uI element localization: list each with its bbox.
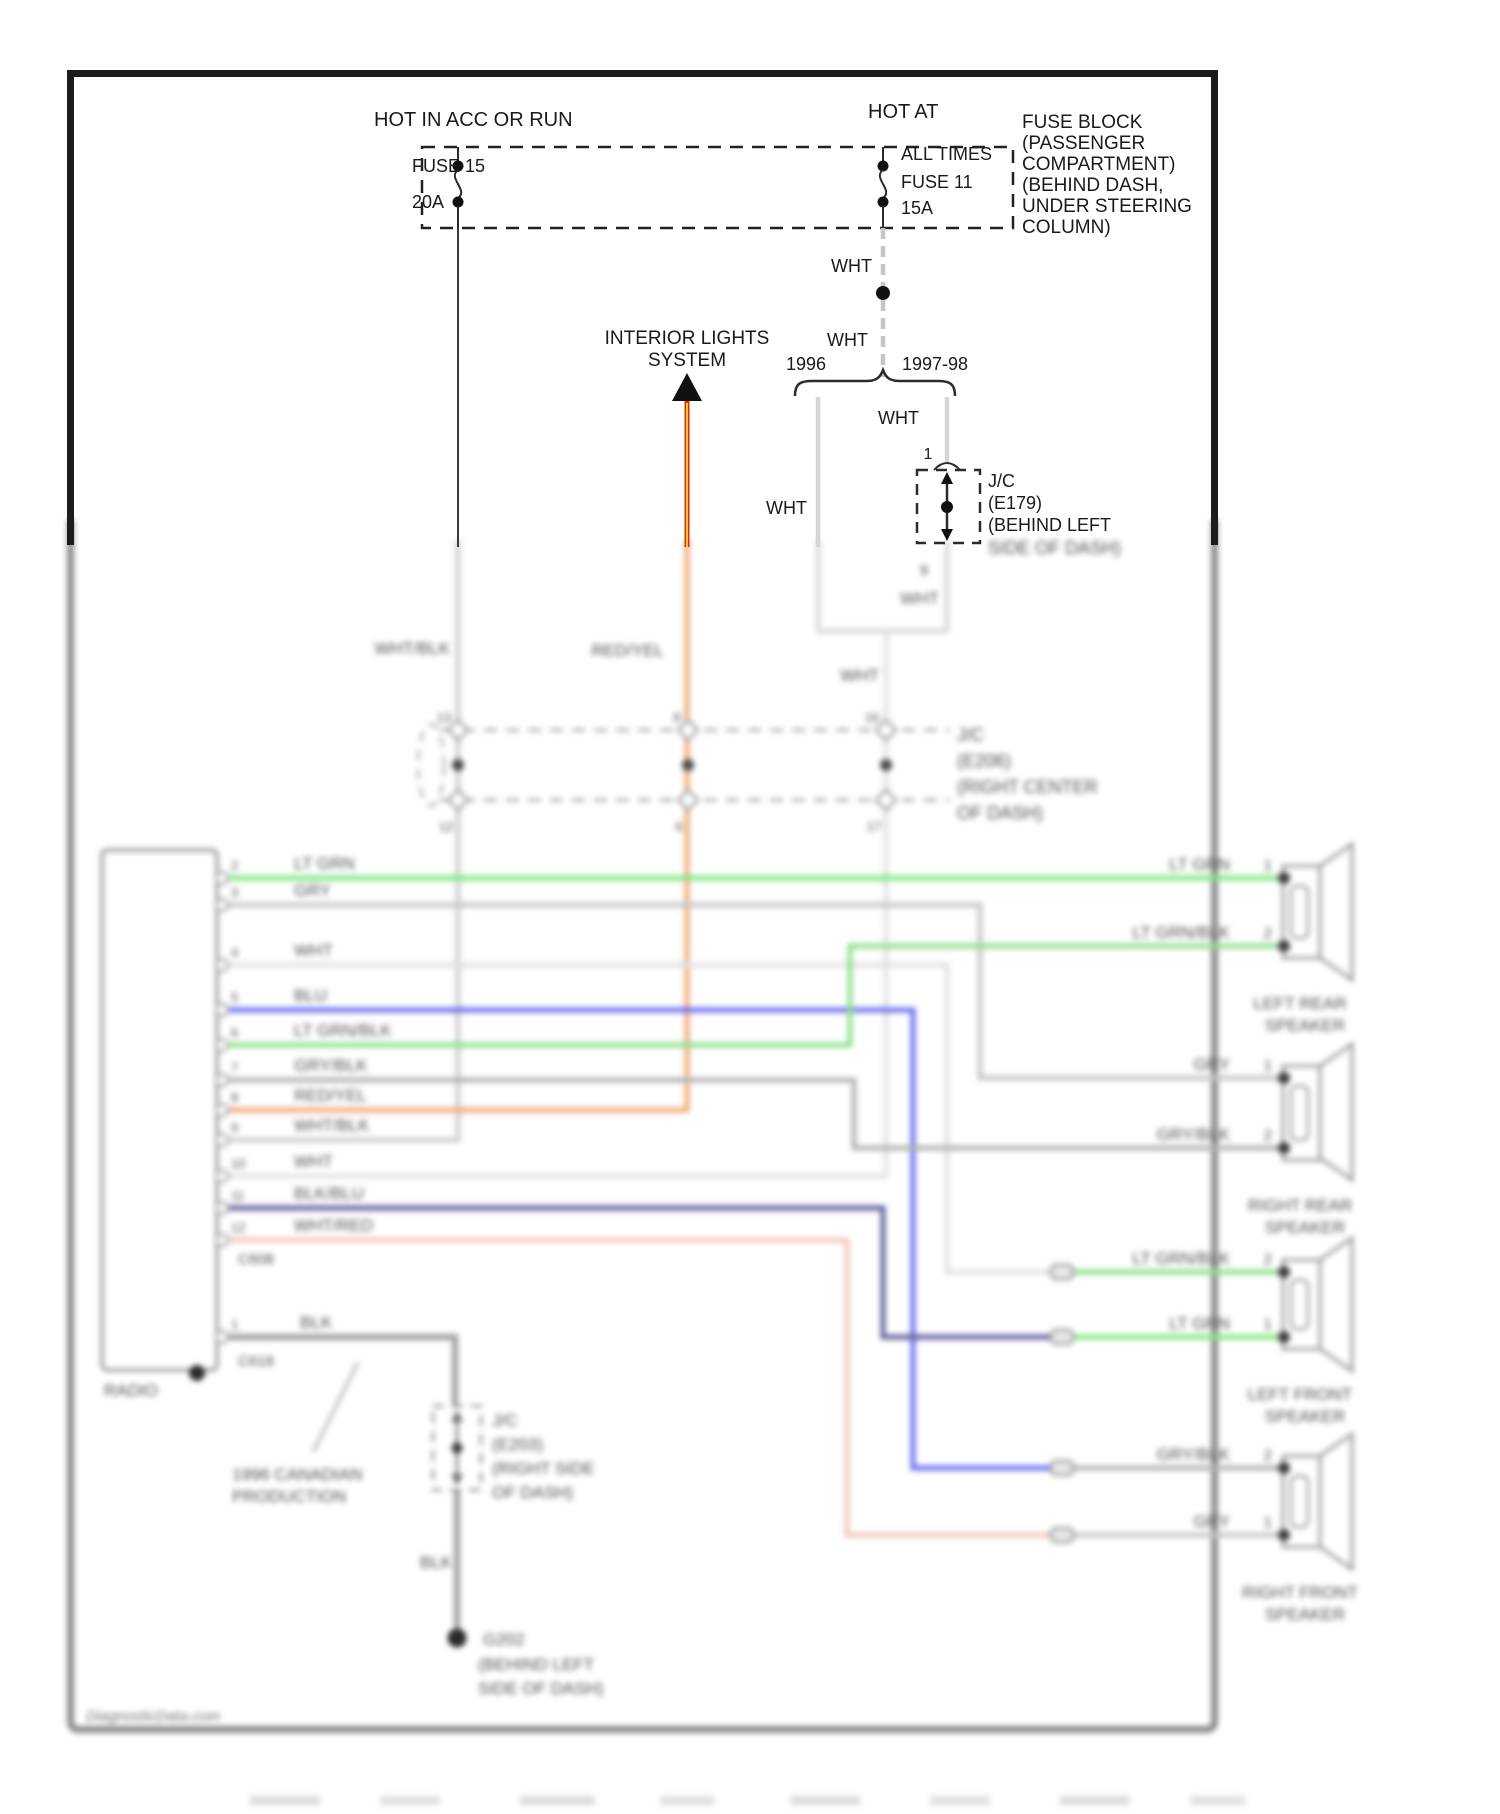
jc-center-pin: 13 — [436, 710, 452, 725]
note-pointer-line — [313, 1362, 358, 1452]
radio-pin-number: 3 — [231, 885, 239, 900]
radio-pin-bump — [216, 899, 228, 911]
ground-id: G202 — [483, 1630, 525, 1649]
wire-gry-row — [228, 905, 1283, 1078]
radio-wire-label-blk: BLK — [300, 1313, 333, 1332]
jc-center-label-4: OF DASH) — [957, 803, 1044, 823]
jc-e203-arrow-down — [451, 1474, 463, 1486]
speaker-name-1: LEFT REAR — [1253, 994, 1347, 1013]
jc-e179-label-2: (E179) — [988, 493, 1043, 513]
jc-e179-label-1: J/C — [988, 471, 1015, 491]
speaker-wire-label: GRY — [1193, 1512, 1230, 1531]
fuse-11-amp: 15A — [901, 198, 934, 218]
header-hot-in-acc: HOT IN ACC OR RUN — [374, 109, 573, 131]
jc-center-splice-dot — [880, 759, 892, 771]
fuse-11-symbol — [878, 147, 889, 228]
bottom-edge-smudges — [250, 1796, 1245, 1805]
speaker-pin-number: 2 — [1263, 1127, 1272, 1144]
speaker-wire-label: GRY/BLK — [1156, 1125, 1230, 1144]
speaker-icon-inner — [1291, 1280, 1308, 1329]
radio-pin-number: 11 — [231, 1188, 245, 1203]
radio-connector-id-upper: C608 — [238, 1251, 274, 1268]
speaker-name-1: RIGHT FRONT — [1242, 1583, 1358, 1602]
fuse-11-name: FUSE 11 — [901, 172, 973, 192]
jc-e179-arrow-down — [941, 529, 953, 541]
jc-e203-label-2: (E203) — [492, 1435, 544, 1454]
radio-pin-bump — [216, 872, 228, 884]
wire-label-wht-lower: WHT — [827, 330, 868, 350]
speaker-wire-label: LT GRN/BLK — [1132, 923, 1230, 942]
speaker-wire-label: GRY — [1193, 1055, 1230, 1074]
jc-center-diamond — [876, 790, 896, 810]
radio-pin-bump — [216, 1004, 228, 1016]
jc-center-diamond — [678, 790, 698, 810]
speaker-right-rear — [1157, 1044, 1353, 1237]
jc-e203-label-1: J/C — [492, 1411, 518, 1430]
radio-wire-label: WHT/BLK — [294, 1116, 370, 1135]
radio-pin-number: 8 — [231, 1090, 239, 1105]
speaker-icon-inner — [1291, 1086, 1308, 1140]
wire-label-redyel: RED/YEL — [591, 641, 664, 660]
radio-wire-label: WHT — [294, 1152, 333, 1171]
speaker-left-front — [1132, 1238, 1352, 1426]
speaker-cone — [1320, 1044, 1352, 1180]
radio-pin-number: 1 — [231, 1317, 239, 1332]
speaker-name-2: SPEAKER — [1264, 1218, 1346, 1237]
jc-center-pin: 12 — [438, 819, 454, 834]
speaker-pin-number: 1 — [1263, 1057, 1272, 1074]
radio-wire-label: GRY/BLK — [294, 1056, 368, 1075]
jc-center-label-3: (RIGHT CENTER — [957, 777, 1098, 797]
wire-whtred-row — [228, 1240, 1056, 1535]
page-border-lower — [71, 520, 1215, 1730]
speaker-pin-number: 1 — [1263, 857, 1272, 874]
ground-note-1: (BEHIND LEFT — [478, 1655, 595, 1674]
inline-connector — [1051, 1330, 1073, 1344]
speaker-wire-label: LT GRN — [1169, 855, 1230, 874]
interior-lights-label-1: INTERIOR LIGHTS — [604, 328, 770, 349]
speaker-wire-label: LT GRN — [1169, 1314, 1230, 1333]
radio-pin-number: 4 — [231, 945, 239, 960]
speaker-cone — [1320, 844, 1352, 980]
radio-wire-label: BLK/BLU — [294, 1184, 364, 1203]
canadian-note-2: PRODUCTION — [232, 1487, 347, 1506]
inline-connector — [1051, 1461, 1073, 1475]
radio-pin-number: 9 — [231, 1120, 239, 1135]
radio-wire-label: WHT/RED — [294, 1216, 374, 1235]
jc-center-pin: 8 — [673, 710, 681, 725]
radio-pin-bump — [216, 959, 228, 971]
inline-connector — [1051, 1265, 1073, 1279]
speaker-name-2: SPEAKER — [1264, 1605, 1346, 1624]
radio-wire-label: LT GRN/BLK — [294, 1021, 392, 1040]
radio-box — [102, 850, 217, 1370]
fuse-block-note-1: FUSE BLOCK — [1022, 112, 1143, 133]
jc-e179-pin: 1 — [923, 446, 933, 463]
speaker-name-2: SPEAKER — [1264, 1016, 1346, 1035]
speaker-left-rear — [1132, 844, 1352, 1035]
speaker-pin-number: 2 — [1263, 925, 1272, 942]
fuse-15-amp: 20A — [412, 192, 445, 212]
watermark: DiagnosticData.com — [86, 1708, 221, 1725]
canadian-note-1: 1996 CANADIAN — [232, 1465, 363, 1484]
speaker-pin-dot — [1278, 1462, 1290, 1474]
fuse-block-note-4: (BEHIND DASH, — [1022, 175, 1164, 196]
speaker-icon-inner — [1291, 1476, 1308, 1527]
radio-wire-label: WHT — [294, 941, 333, 960]
speaker-icon-inner — [1291, 886, 1308, 938]
radio-pin-number: 7 — [231, 1060, 239, 1075]
sharp-upper-region — [71, 74, 1215, 548]
speaker-name-2: SPEAKER — [1264, 1407, 1346, 1426]
speaker-pin-dot — [1278, 872, 1290, 884]
speaker-wire-label: LT GRN/BLK — [1132, 1249, 1230, 1268]
radio-pin-bump — [216, 1234, 228, 1246]
speaker-pin-dot — [1278, 1266, 1290, 1278]
jc-e203-arrow-up — [451, 1410, 463, 1422]
jc-e179-label-3: (BEHIND LEFT — [988, 515, 1112, 535]
jc-e179-pin-below: 9 — [919, 562, 929, 579]
wire-label-wht-mid: WHT — [840, 666, 879, 685]
radio-pin-bump — [216, 1134, 228, 1146]
speaker-right-front — [1157, 1434, 1358, 1624]
speaker-pin-dot — [1278, 1072, 1290, 1084]
interior-lights-arrow — [672, 373, 702, 401]
interior-lights-label-2: SYSTEM — [647, 350, 727, 371]
speaker-name-1: LEFT FRONT — [1247, 1385, 1353, 1404]
jc-e203-splice-dot — [452, 1443, 463, 1454]
wire-label-wht-1996: WHT — [766, 498, 807, 518]
wire-label-blk-lower: BLK — [419, 1553, 452, 1572]
jc-center-splice-dot — [452, 759, 464, 771]
speaker-pin-dot — [1278, 1142, 1290, 1154]
fuse-block-note-2: (PASSENGER — [1022, 133, 1146, 154]
fuse-block-note-3: COMPARTMENT) — [1022, 154, 1176, 175]
radio-pin-bump — [216, 1104, 228, 1116]
speaker-pin-number: 2 — [1263, 1251, 1272, 1268]
jc-center-pin: 17 — [866, 819, 882, 834]
jc-center-pin: 6 — [675, 819, 683, 834]
speaker-pin-dot — [1278, 1331, 1290, 1343]
inline-connector — [1051, 1528, 1073, 1542]
speaker-pin-dot — [1278, 940, 1290, 952]
jc-e203-label-4: OF DASH) — [492, 1483, 574, 1502]
radio-pin-bump — [216, 1202, 228, 1214]
speaker-name-1: RIGHT REAR — [1247, 1196, 1353, 1215]
speaker-cone — [1320, 1434, 1352, 1569]
wire-label-wht-upper: WHT — [831, 256, 872, 276]
radio-pin-bump — [216, 1039, 228, 1051]
header-hot-at: HOT AT — [868, 101, 939, 123]
speaker-pin-number: 1 — [1263, 1316, 1272, 1333]
radio-pin-bump — [216, 1331, 228, 1343]
wire-label-whtblk: WHT/BLK — [374, 639, 450, 658]
speaker-wire-label: GRY/BLK — [1156, 1445, 1230, 1464]
radio-corner-dot — [189, 1365, 205, 1381]
radio-pin-bump — [216, 1074, 228, 1086]
fuse-block-note-5: UNDER STEERING — [1022, 196, 1192, 217]
wire-whtblk-column — [228, 540, 458, 1140]
jc-center-label-2: (E206) — [957, 751, 1012, 771]
fuse-11-hot: ALL TIMES — [901, 144, 993, 164]
radio-pin-number: 12 — [231, 1220, 246, 1235]
jc-center-splice-dot — [682, 759, 694, 771]
jc-e179-splice-dot — [941, 501, 953, 513]
speaker-pin-dot — [1278, 1529, 1290, 1541]
jc-e179-wire-below: WHT — [900, 589, 939, 608]
radio-pin-number: 6 — [231, 1025, 239, 1040]
radio-label: RADIO — [104, 1381, 158, 1400]
wht-splice-dot — [876, 286, 890, 300]
jc-e203-label-3: (RIGHT SIDE — [492, 1459, 595, 1478]
jc-center-diamond — [678, 720, 698, 740]
fuse-15-name: FUSE 15 — [412, 156, 486, 176]
year-right: 1997-98 — [901, 354, 969, 374]
ground-note-2: SIDE OF DASH) — [478, 1679, 604, 1698]
jc-center-ellipse — [418, 724, 444, 806]
jc-center-label-1: J/C — [957, 725, 984, 745]
radio-wire-label: BLU — [294, 986, 328, 1005]
radio-connector-id-lower: C618 — [238, 1353, 274, 1370]
jc-e179-arrow-up — [941, 472, 953, 484]
radio-pin-number: 10 — [231, 1156, 246, 1171]
speaker-pin-number: 2 — [1263, 1447, 1272, 1464]
year-left: 1996 — [785, 354, 827, 374]
radio-wire-label: LT GRN — [294, 854, 355, 873]
ground-dot — [448, 1629, 467, 1648]
radio-pin-bump — [216, 1170, 228, 1182]
jc-e179-label-4: SIDE OF DASH) — [988, 538, 1122, 558]
speaker-pin-number: 1 — [1263, 1514, 1272, 1531]
radio-wire-label: RED/YEL — [294, 1086, 367, 1105]
radio-pin-number: 5 — [231, 990, 239, 1005]
wire-label-wht-1997: WHT — [878, 408, 919, 428]
jc-center-pin: 16 — [864, 710, 880, 725]
jc-center-diamond — [448, 790, 468, 810]
blurred-lower-region — [71, 520, 1358, 1805]
fuse-block-note-6: COLUMN) — [1022, 217, 1111, 238]
radio-wire-label: GRY — [294, 881, 331, 900]
speaker-cone — [1320, 1238, 1352, 1371]
radio-pin-number: 2 — [231, 858, 239, 873]
